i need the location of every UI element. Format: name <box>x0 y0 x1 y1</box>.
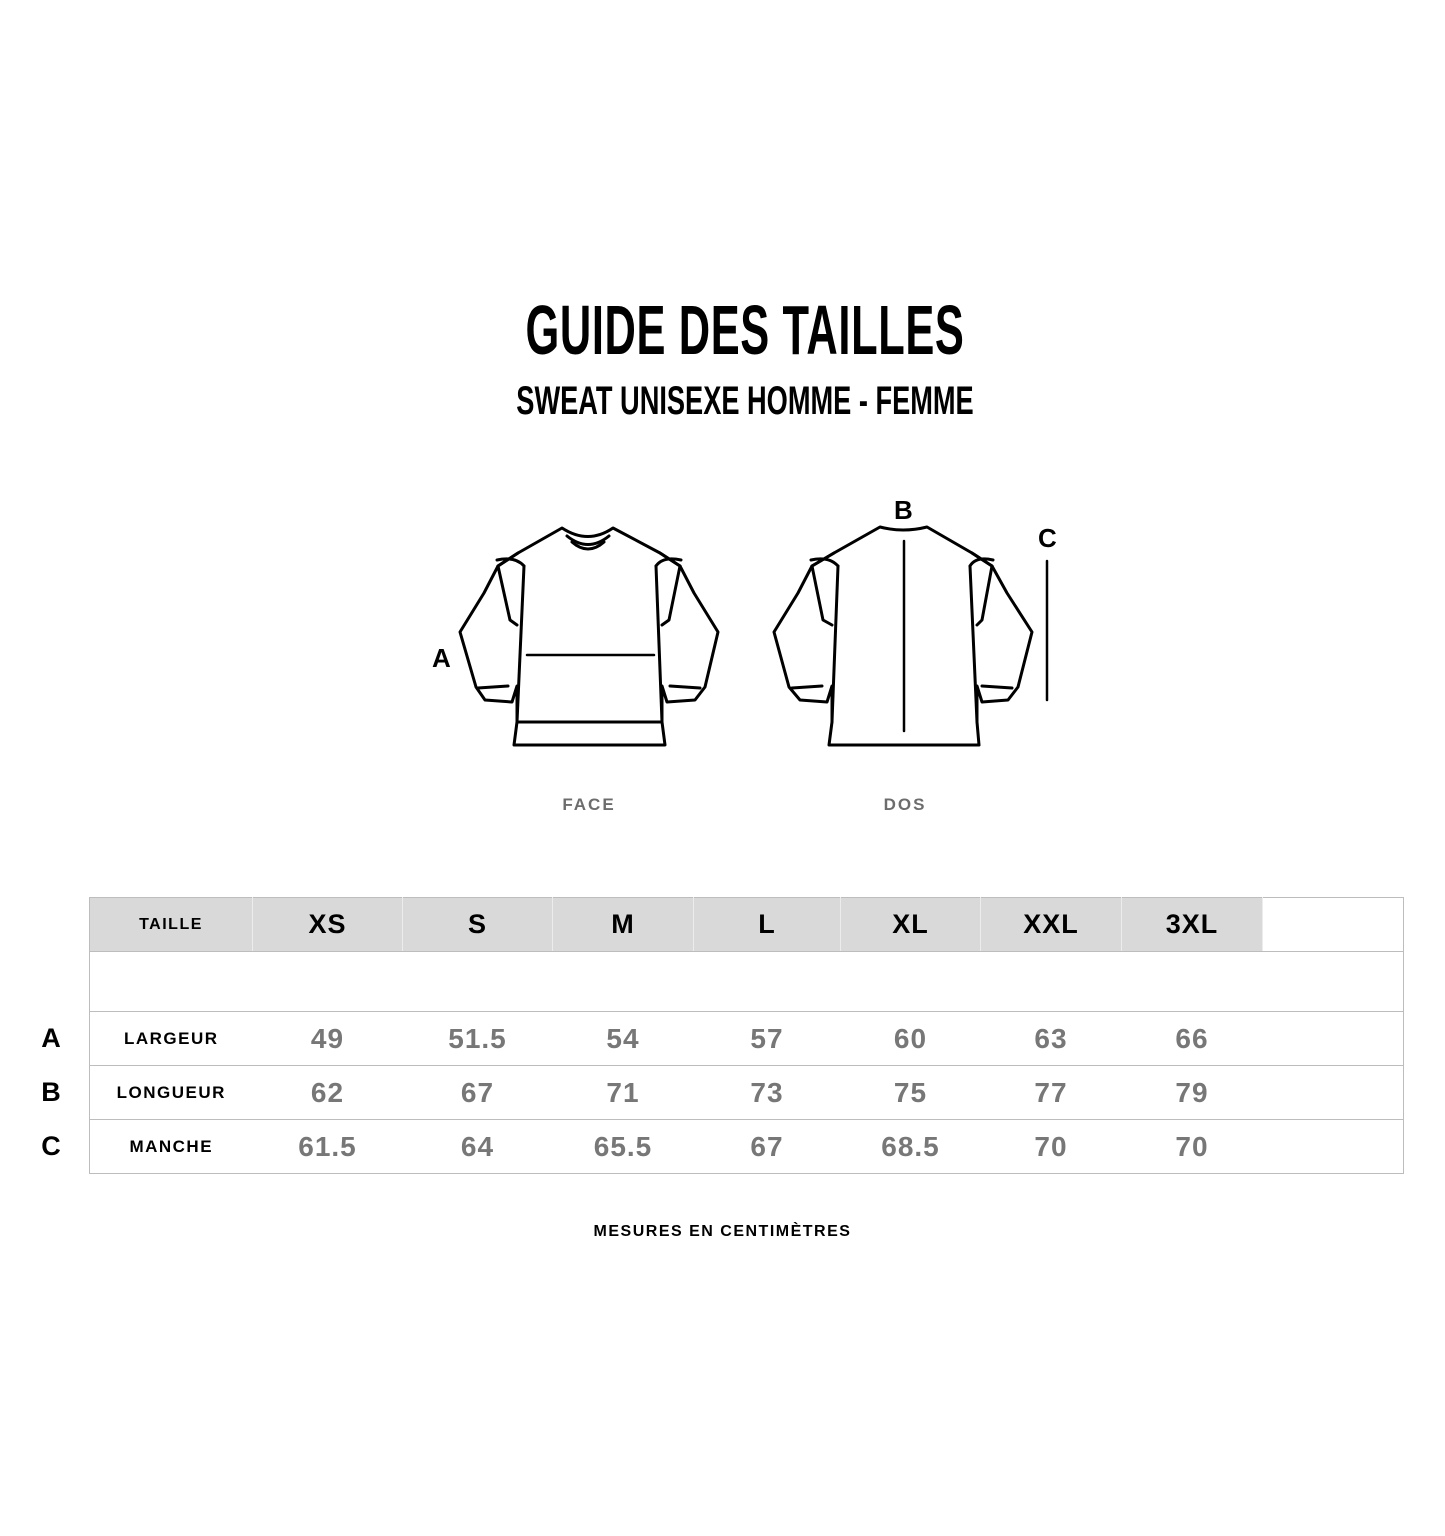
value-cell <box>253 1012 403 1066</box>
row-label-cell <box>90 1120 253 1174</box>
value: 79 <box>1175 1076 1209 1108</box>
value-cell <box>403 1012 553 1066</box>
page-title: GUIDE DES TAILLES <box>525 291 965 369</box>
value: 62 <box>310 1076 345 1108</box>
value: 71 <box>606 1076 640 1108</box>
value: 61.5 <box>298 1130 357 1162</box>
value: 75 <box>893 1076 928 1108</box>
value: 57 <box>750 1022 784 1054</box>
value-cell <box>553 1012 694 1066</box>
page-subtitle: SWEAT UNISEXE HOMME - FEMME <box>516 379 974 423</box>
value: 70 <box>1175 1130 1209 1162</box>
row-label: MANCHE <box>129 1136 214 1156</box>
value-cell <box>1122 1066 1263 1120</box>
value: 66 <box>1175 1022 1209 1054</box>
value-cell <box>253 1120 403 1174</box>
marker-b: B <box>894 495 913 525</box>
value: 63 <box>1034 1022 1068 1054</box>
value-cell <box>1122 1012 1263 1066</box>
marker-a: A <box>432 643 451 673</box>
row-label: LARGEUR <box>123 1028 219 1048</box>
units-footnote: MESURES EN CENTIMÈTRES <box>593 1223 852 1240</box>
size-header: L <box>758 909 776 939</box>
size-header: XXL <box>1023 909 1079 939</box>
sweatshirt-back-icon <box>774 527 1047 745</box>
value: 51.5 <box>448 1022 507 1054</box>
size-header: S <box>467 909 487 939</box>
value-cell <box>694 1120 841 1174</box>
size-header: M <box>611 909 635 939</box>
value-cell <box>553 1120 694 1174</box>
value-cell <box>1122 1120 1263 1174</box>
size-header: XS <box>308 909 347 939</box>
value-cell <box>694 1066 841 1120</box>
value-cell <box>403 1120 553 1174</box>
row-label-cell <box>90 1012 253 1066</box>
empty-cell <box>1263 1012 1404 1066</box>
value-cell <box>694 1012 841 1066</box>
table-row-longueur <box>90 1066 1404 1120</box>
marker-c: C <box>1038 523 1057 553</box>
value-cell <box>981 1012 1122 1066</box>
size-header: XL <box>892 909 929 939</box>
size-header: 3XL <box>1165 909 1219 939</box>
header-cell-size <box>553 898 694 952</box>
value: 77 <box>1034 1076 1068 1108</box>
table-header-row <box>90 898 1404 952</box>
value: 65.5 <box>593 1130 653 1162</box>
value-cell <box>253 1066 403 1120</box>
value-cell <box>841 1120 981 1174</box>
header-cell-size <box>694 898 841 952</box>
header-cell-size <box>981 898 1122 952</box>
value: 60 <box>893 1022 928 1054</box>
header-cell-taille <box>90 898 253 952</box>
value-cell <box>981 1120 1122 1174</box>
header-cell-size <box>253 898 403 952</box>
value: 64 <box>460 1130 495 1162</box>
value: 49 <box>310 1022 345 1054</box>
front-view-label: FACE <box>562 795 616 814</box>
row-marker-b: B <box>41 1077 61 1107</box>
empty-cell <box>1263 1066 1404 1120</box>
taille-label: TAILLE <box>139 915 203 933</box>
row-marker-a: A <box>41 1023 61 1053</box>
table-row-manche <box>90 1120 1404 1174</box>
value-cell <box>841 1066 981 1120</box>
value: 54 <box>606 1022 640 1054</box>
sweatshirt-front-icon <box>460 528 718 745</box>
header-cell-size <box>1122 898 1263 952</box>
row-label-cell <box>90 1066 253 1120</box>
table-spacer-row <box>90 952 1404 1012</box>
row-marker-c: C <box>41 1131 61 1161</box>
header-cell-empty <box>1263 898 1404 952</box>
value: 73 <box>750 1076 784 1108</box>
empty-cell <box>1263 1120 1404 1174</box>
value: 68.5 <box>881 1130 940 1162</box>
header-cell-size <box>841 898 981 952</box>
value: 67 <box>750 1130 784 1162</box>
value-cell <box>403 1066 553 1120</box>
value: 70 <box>1034 1130 1068 1162</box>
header-cell-size <box>403 898 553 952</box>
value: 67 <box>460 1076 495 1108</box>
back-view-label: DOS <box>883 795 927 814</box>
value-cell <box>841 1012 981 1066</box>
row-label: LONGUEUR <box>116 1082 226 1102</box>
value-cell <box>981 1066 1122 1120</box>
spacer-cell <box>90 952 1404 1012</box>
value-cell <box>553 1066 694 1120</box>
size-table <box>89 897 1404 1174</box>
table-row-largeur <box>90 1012 1404 1066</box>
